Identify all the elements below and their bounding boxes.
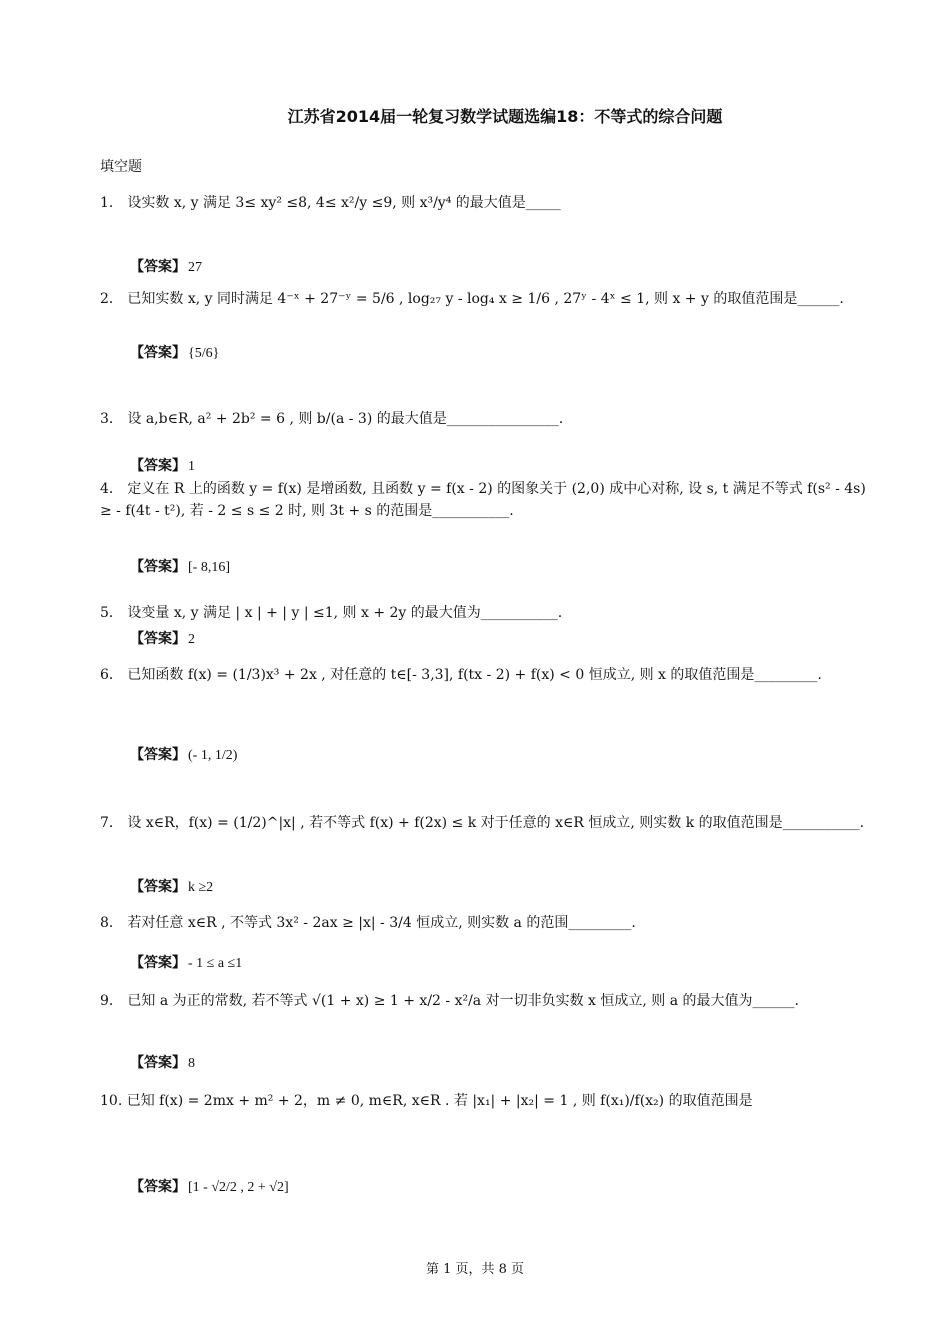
question-number: 7． xyxy=(100,815,123,831)
question-text: 设 a,b∈R, a² + 2b² = 6 , 则 b/(a - 3) 的最大值是________________. xyxy=(127,411,564,427)
question-number: 8． xyxy=(100,915,123,931)
answer-value: 1 xyxy=(188,459,195,474)
answer-label: 【答案】 xyxy=(130,458,186,474)
question-number: 10. xyxy=(100,1093,123,1109)
answer-2 xyxy=(130,342,219,362)
answer-8 xyxy=(130,952,242,972)
question-text: 已知函数 f(x) = (1/3)x³ + 2x , 对任意的 t∈[- 3,3], f(tx - 2) + f(x) < 0 恒成立, 则 x 的取值范围是_________. xyxy=(127,667,822,683)
answer-value: (- 1, 1/2) xyxy=(188,748,238,763)
answer-4 xyxy=(130,556,230,576)
answer-1 xyxy=(130,256,202,276)
question-text: 已知 a 为正的常数, 若不等式 √(1 + x) ≥ 1 + x/2 - x²/a 对一切非负实数 x 恒成立, 则 a 的最大值为______. xyxy=(127,993,799,1009)
answer-label: 【答案】 xyxy=(130,955,186,971)
page-footer: 第 1 页，共 8 页 xyxy=(425,1262,525,1277)
answer-value: [1 - √2/2 , 2 + √2] xyxy=(188,1180,289,1195)
answer-9 xyxy=(130,1052,195,1072)
answer-label: 【答案】 xyxy=(130,1055,186,1071)
question-9 xyxy=(100,990,870,1012)
question-2 xyxy=(100,288,870,310)
question-5 xyxy=(100,602,870,624)
answer-6 xyxy=(130,744,237,764)
answer-value: {5/6} xyxy=(188,346,220,361)
answer-7 xyxy=(130,876,213,896)
question-1 xyxy=(100,192,870,214)
question-number: 1． xyxy=(100,195,123,211)
question-text: 设变量 x, y 满足 | x | + | y | ≤1, 则 x + 2y 的最大值为___________. xyxy=(127,605,563,621)
answer-label: 【答案】 xyxy=(130,631,186,647)
question-10 xyxy=(100,1090,870,1112)
answer-value: 8 xyxy=(188,1056,195,1071)
answer-label: 【答案】 xyxy=(130,747,186,763)
question-number: 9． xyxy=(100,993,123,1009)
answer-label: 【答案】 xyxy=(130,1179,186,1195)
page-title: 江苏省2014届一轮复习数学试题选编18：不等式的综合问题 xyxy=(287,107,723,126)
question-6 xyxy=(100,664,870,686)
answer-value: 2 xyxy=(188,632,195,647)
question-text: 设实数 x, y 满足 3≤ xy² ≤8, 4≤ x²/y ≤9, 则 x³/y⁴ 的最大值是_____ xyxy=(127,195,561,211)
answer-value: [- 8,16] xyxy=(188,560,230,575)
answer-3 xyxy=(130,455,195,475)
question-text: 已知实数 x, y 同时满足 4⁻ˣ + 27⁻ʸ = 5/6 , log₂₇ y - log₄ x ≥ 1/6 , 27ʸ - 4ˣ ≤ 1, 则 x + y 的取值范围是______. xyxy=(127,291,844,307)
question-number: 4． xyxy=(100,481,123,497)
question-8 xyxy=(100,912,870,934)
question-number: 2． xyxy=(100,291,123,307)
section-heading: 填空题 xyxy=(100,159,142,175)
answer-10 xyxy=(130,1176,289,1196)
answer-label: 【答案】 xyxy=(130,559,186,575)
question-number: 3． xyxy=(100,411,123,427)
answer-label: 【答案】 xyxy=(130,345,186,361)
question-4 xyxy=(100,478,870,522)
question-7 xyxy=(100,812,870,834)
answer-label: 【答案】 xyxy=(130,879,186,895)
question-text: 若对任意 x∈R , 不等式 3x² - 2ax ≥ |x| - 3/4 恒成立, 则实数 a 的范围_________. xyxy=(127,915,636,931)
question-text: 已知 f(x) = 2mx + m² + 2，m ≠ 0, m∈R, x∈R . 若 |x₁| + |x₂| = 1 , 则 f(x₁)/f(x₂) 的取值范围是 xyxy=(126,1093,753,1109)
answer-value: k ≥2 xyxy=(188,880,214,895)
question-text: 定义在 R 上的函数 y = f(x) 是增函数, 且函数 y = f(x - 2) 的图象关于 (2,0) 成中心对称, 设 s, t 满足不等式 f(s² - 4s) ≥ - f(4t - t²), 若 - 2 ≤ s ≤ 2 时, 则 3t + s 的范围是___________. xyxy=(100,481,866,519)
answer-5 xyxy=(130,628,195,648)
answer-value: - 1 ≤ a ≤1 xyxy=(188,956,243,971)
question-text: 设 x∈R，f(x) = (1/2)^|x| , 若不等式 f(x) + f(2x) ≤ k 对于任意的 x∈R 恒成立, 则实数 k 的取值范围是___________. xyxy=(127,815,865,831)
answer-label: 【答案】 xyxy=(130,259,186,275)
answer-value: 27 xyxy=(188,260,202,275)
question-number: 6． xyxy=(100,667,123,683)
question-number: 5． xyxy=(100,605,123,621)
question-3 xyxy=(100,408,870,430)
